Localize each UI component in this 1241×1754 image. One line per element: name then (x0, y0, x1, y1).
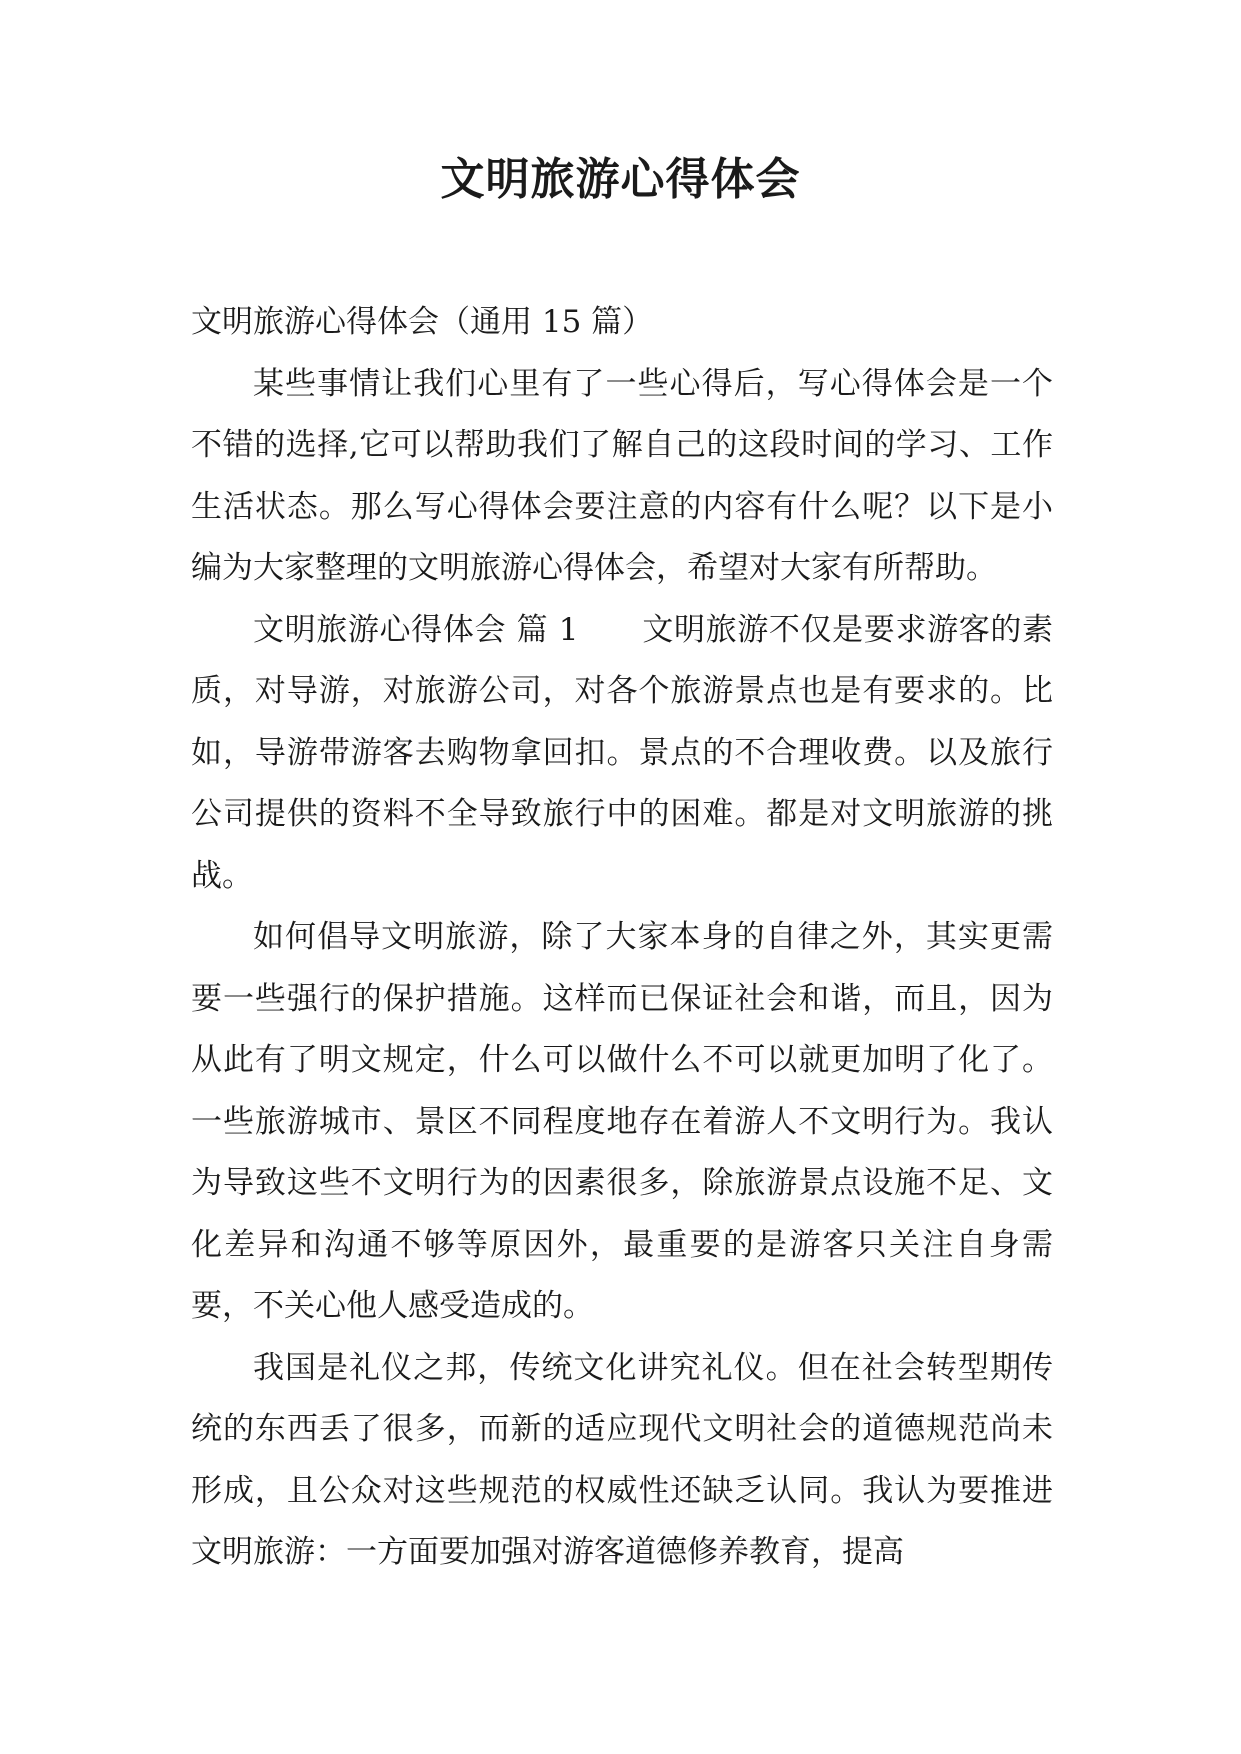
document-title: 文明旅游心得体会 (440, 154, 801, 205)
document-subtitle: 文明旅游心得体会（通用 15 篇） (191, 304, 654, 340)
document-body (191, 292, 1053, 1584)
paragraph-advocacy: 如何倡导文明旅游，除了大家本身的自律之外，其实更需要一些强行的保护措施。这样而已保证社会和谐，而且，因为从此有了明文规定，什么可以做什么不可以就更加明了化了。一些旅游城市、景区不同程度地存在着游人不文明行为。我认为导致这些不文明行为的因素很多，除旅游景点设施不足、文化差异和沟通不够等原因外，最重要的是游客只关注自身需要，不关心他人感受造成的。 (191, 919, 1053, 1324)
paragraph-intro: 某些事情让我们心里有了一些心得后，写心得体会是一个不错的选择,它可以帮助我们了解自己的这段时间的学习、工作生活状态。那么写心得体会要注意的内容有什么呢？以下是小编为大家整理的文明旅游心得体会，希望对大家有所帮助。 (191, 365, 1053, 586)
paragraph-etiquette: 我国是礼仪之邦，传统文化讲究礼仪。但在社会转型期传统的东西丢了很多，而新的适应现代文明社会的道德规范尚未形成，且公众对这些规范的权威性还缺乏认同。我认为要推进文明旅游：一方面要加强对游客道德修养教育，提高 (191, 1349, 1053, 1570)
paragraph-section-1: 文明旅游心得体会 篇 1 文明旅游不仅是要求游客的素质，对导游，对旅游公司，对各个旅游景点也是有要求的。比如，导游带游客去购物拿回扣。景点的不合理收费。以及旅行公司提供的资料不全导致旅行中的困难。都是对文明旅游的挑战。 (191, 611, 1053, 894)
